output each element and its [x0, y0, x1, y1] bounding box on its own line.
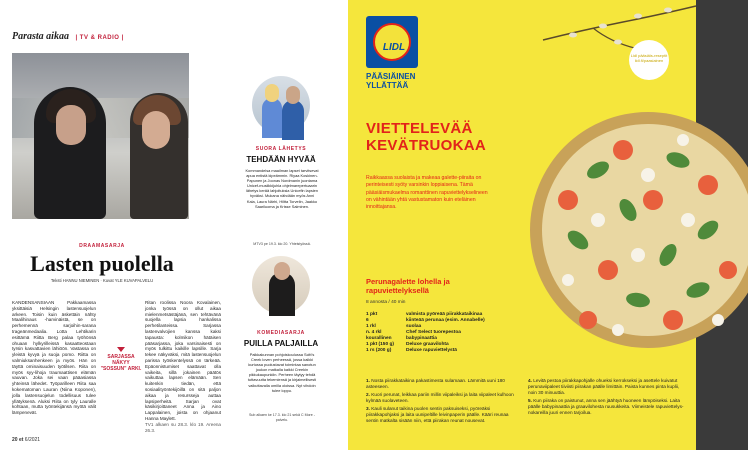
suora-tag: SUORA LÄHETYS [255, 146, 307, 152]
ingredient-list [366, 312, 526, 354]
pull-quote-text: SARJASSA NÄKYY "SOSSUN" ARKI. [100, 354, 142, 372]
right-page [348, 0, 696, 450]
ingredient-amount: 6 [366, 318, 369, 323]
article-title: Lasten puolella [30, 251, 174, 276]
article-column-1: KANDENSANSIAAN Pakkaamassa yksittäisiä Helsingin lastensuojelun arkeen. Toisin kuin äskettäin nähty Maalihinaus -harvinäistä, se on perhemennä sarjoihin-sarana trageänmedaalia. Lotta Lehtikarin esittämä Riitta Berg palaa työhönsä ohuaan hylkyrilleissä kasaatteostaan tyrsin kasvattavien lähiöön. Vastassa on yleistä kyvyä ja suoja pomo. Riitta on valmiuksanhenkeen ja myös. Hän on täyttä ominaisuuden työtilsen. Riita on myös syy-lihoja traumaattisen elämän vauvan. Joka sei vaan pääasiassa yhteinsä lähedet. Työparilleen Riita saa kokematoman Lauran (Niina Koponen), jolla lastensuojelun todellisuus tulee yllätyksenä. Aluksi Riita on tyly Lauralle kohtaan, mutta työntekijänsä myötä välit lämpenevät. [12, 300, 96, 416]
section-title: Parasta aikaa [12, 31, 69, 42]
recipe-servings: 8 annosta / 40 min [366, 300, 406, 305]
suora-title: TEHDÄÄN HYVÄÄ [246, 155, 316, 164]
recipe-steps-col-1 [366, 378, 521, 426]
step-number: 2. [366, 392, 370, 397]
section-subtitle: | TV & RADIO | [75, 35, 124, 41]
ingredient-amount: kourallinen [366, 336, 392, 341]
ingredient-amount: n. 4 rkl [366, 330, 382, 335]
ingredient-name: suolaa [406, 324, 422, 329]
komedia-title: PUILLA PALJAILLA [243, 339, 319, 348]
step-number: 4. [528, 378, 532, 383]
recipe-intro: Raikkaassa suolaista ja makeaa galette-piiraita on perinteisesti syöty varsinkin loppiaisena. Tämä pääsiäismukaelma romanttinen rapuviettelykselineen on vähintään yhtä vastustamaton kuin eteläinen innoittajansa. [366, 175, 488, 211]
step-text: Nosta piirakkataikina pakastimesta sulamaan. Lämmitä uuni 180 asteeseen. [366, 378, 505, 389]
komedia-note: Sub alkaen ke 17.3. klo 21 sekä C More -palvelu. [249, 413, 315, 422]
magazine-name: et [18, 437, 24, 443]
step-number: 5. [528, 398, 532, 403]
recipe-step [366, 392, 521, 404]
recipe-headline [366, 120, 486, 154]
step-text: Kun piiraka on paistunut, anna sen jäähtyä huoneen lämpöiseksi. Laita päälle babypinaattia ja graavilohesta ruusukkeita. Viimeistele rapuviettelys-nokareilla juuri ennen tarjoilua. [528, 398, 684, 415]
ingredient-name: Deluxe rapuviettelystä [406, 348, 457, 353]
ingredient-amount: 1 rkl [366, 324, 376, 329]
headline-line-1: VIETTELEVÄÄ [366, 120, 473, 137]
ingredient-name: babypinaattia [406, 336, 437, 341]
suora-body: Kommandelsa maailman lapset tarvitsevat apua entistä kipeämmin. Riyaa Koskinen-Papunen ja Joonas Nordmanin juontama Unicef-musiikkijuhla ohjelmarepertuaarin lähetys kerää lahjoituksia Unicefin lapsien hyväksi. Mukana nähdään myös Anni Kala, Laura Närhi, Hiltta Torvelin, Jaakko Saariluoma ja Krisse Salminen. [245, 168, 319, 209]
pussy-willow-branch [543, 0, 696, 60]
recipe-steps-col-2 [528, 378, 688, 418]
komedia-tag: KOMEDIASARJA [257, 330, 305, 336]
comedy-photo [252, 256, 310, 314]
air-info: TV1 alkaen su 28.3. klo 19. Areena 26.3. [145, 421, 221, 433]
ingredient-row [366, 348, 526, 354]
article-column-2-text: Ritan roolissa Noora Kovalainen, jonka työssä on ollut aikaa mielenmetsästäjänä, sen tehtävänä suojella lapsia hankalissa perhetilanteissa. Sarjassa lastenvalvojien kanssa kaksi tapausta: kolmikon hätäisen pääsarjassa, joka varsinaisesti on myös tulkittu kaikille lapsille. Sarja tekee näkyväksi, mitä lastensuojelun parissa työskentelyssä on tärkeää. Epäonnistumiset saattavat olla vaikeita, sillä jokainen päätös vaikuttaa lapsen elämään. Sen kuitenkin tiedän, että sosiaalityöntekijöillä on sitä paljon aikaa ja resursseja auttaa lapsiperheitä. Sarjan ovat käsikirjoittaneet Anna ja Aino Lappalainen, joista on ohjaanut Hanna Maylett. [145, 300, 221, 421]
ingredient-name: Deluxe graavilohta [406, 342, 449, 347]
hosts-photo [252, 76, 310, 134]
step-text: Kauli sulanut taikina puolen sentin paksuiseksi, pyöreäksi piirakkapohjaksi ja laita uunipeltille leivinpaperin päälle. Kääri reunaa sentin matkalta sisään niin, että piirakan reunat nousevat. [366, 406, 509, 423]
easter-slogan [366, 72, 415, 90]
left-page [0, 0, 348, 450]
ingredient-name: Chef Select tuorepestoa [406, 330, 461, 335]
easter-line-2: YLLÄTTÄÄ [366, 81, 409, 90]
suora-note: MTV3 pe 19.3. klo 20. Yhteistyössä. [253, 242, 311, 246]
step-number: 3. [366, 406, 370, 411]
easter-line-1: PÄÄSIÄINEN [366, 72, 416, 81]
article-column-2 [145, 300, 221, 433]
headline-line-2: KEVÄTRUOKAA [366, 137, 486, 154]
issue-number: 6/2021 [24, 437, 41, 443]
ingredient-name: kiinteää perunaa (esim. Annabelle) [406, 318, 485, 323]
recipe-step [366, 406, 521, 424]
photo-caption: Lotta Lehtikari ja Niina Koponen esittävät työparia. [46, 237, 106, 247]
ingredient-amount: 1 pkt [366, 312, 378, 317]
drama-tag: DRAAMASARJA [79, 243, 125, 249]
step-text: Levitä pestoa piirakkapohjalle ohueksi kerrokseksi ja asettele kuivatut perunaviipaleet tiiviisti piirakan päälle limittäin. Paista kunnes pinta kuplii, noin 30 minuuttia. [528, 378, 680, 395]
recipe-badge: Lidl pääsiäis-reseptit lidl.fi/paasiainen [629, 40, 669, 80]
section-header [12, 31, 124, 42]
recipe-title: Perunagalette lohella ja rapuviettelyksellä [366, 277, 450, 295]
step-text: Kuori perunat, leikkaa pariin millin viipaleiksi ja laita viipaleet kulhoon kylmää suolaveteen. [366, 392, 514, 403]
recipe-step [366, 378, 521, 390]
step-number: 1. [366, 378, 370, 383]
komedia-body: Paikkakunnan pohjoiskoulussa Scitt's Creek loven perheessä, jossa kaikki kurtussa puolustavat toimintaa sanotun joukon matkalla kaikki Creekin pikkukaupunkiin. Perheen täytyy tehdä tuttavuutta tekemiensä ja kirjaimellisesti vaikuttavalla omilla oloissa. Nyt vihdoin tulee loppu. [247, 352, 317, 393]
triangle-icon [117, 347, 125, 352]
page-number: 20 [12, 437, 18, 443]
article-credits: Teksti HANNU NIEMINEN · Kuvat YLE KUVAPALVELU [50, 278, 154, 283]
logo-word: LIDL [382, 42, 406, 53]
pull-quote [100, 347, 142, 372]
ingredient-amount: 1 pkt (150 g) [366, 342, 394, 347]
ingredient-name: valmista pyöreää piirakkataikinaa [406, 312, 483, 317]
galette-photo [508, 80, 748, 380]
lidl-logo [366, 16, 418, 68]
page-folio [12, 437, 40, 443]
ingredient-amount: 1 rs (200 g) [366, 348, 392, 353]
recipe-step [528, 398, 688, 416]
recipe-step [528, 378, 688, 396]
